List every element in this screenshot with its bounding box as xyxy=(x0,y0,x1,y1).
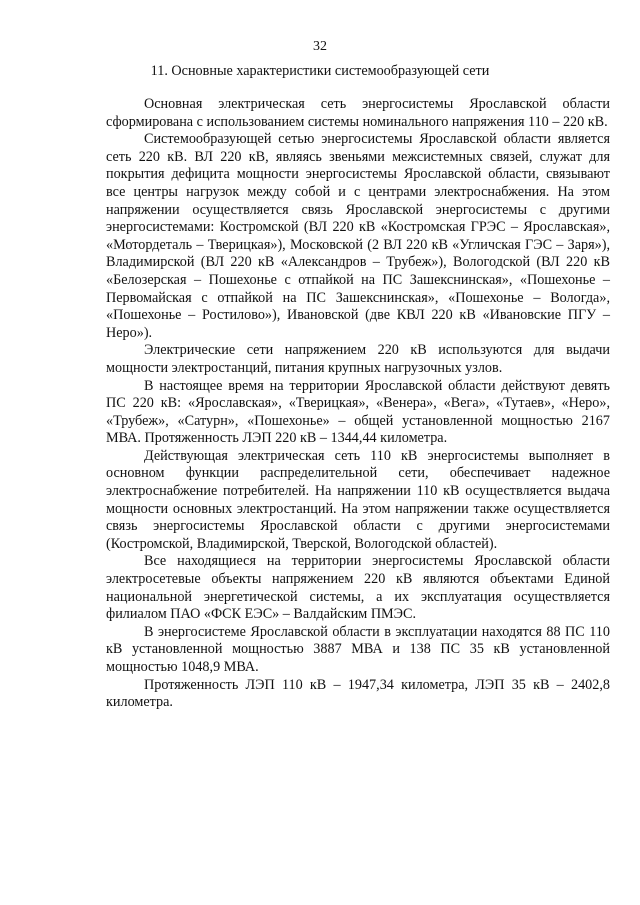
paragraph: Действующая электрическая сеть 110 кВ энергосистемы выполняет в основном функции распределительной сети, обеспечивает надежное электроснабжение потребителей. На напряжении 110 кВ осуществляется выдача мощности основных электростанций. На этом напряжении также осуществляется связь энергосистемы Ярославской области с другими энергосистемами (Костромской, Владимирской, Тверской, Вологодской областей). xyxy=(106,447,610,552)
paragraph: Основная электрическая сеть энергосистемы Ярославской области сформирована с использованием системы номинального напряжения 110 – 220 кВ. xyxy=(106,96,610,130)
page-number: 32 xyxy=(313,39,327,54)
paragraph: Протяженность ЛЭП 110 кВ – 1947,34 километра, ЛЭП 35 кВ – 2402,8 километра. xyxy=(106,676,610,711)
paragraph: Электрические сети напряжением 220 кВ используются для выдачи мощности электростанций, питания крупных нагрузочных узлов. xyxy=(106,342,610,376)
section-title: 11. Основные характеристики системообразующей сети xyxy=(150,63,490,79)
paragraph: В энергосистеме Ярославской области в эксплуатации находятся 88 ПС 110 кВ установленной мощностью 3887 МВА и 138 ПС 35 кВ установленной мощностью 1048,9 МВА. xyxy=(106,623,610,675)
document-body xyxy=(106,96,610,712)
paragraph: В настоящее время на территории Ярославской области действуют девять ПС 220 кВ: «Ярославская», «Тверицкая», «Венера», «Вега», «Тутаев», «Неро», «Трубеж», «Сатурн», «Пошехонье» – общей установленной мощностью 2167 МВА. Протяженность ЛЭП 220 кВ – 1344,44 километра. xyxy=(106,377,610,447)
paragraph: Все находящиеся на территории энергосистемы Ярославской области электросетевые объекты напряжением 220 кВ являются объектами Единой национальной энергетической системы, а их эксплуатация осуществляется филиалом ПАО «ФСК ЕЭС» – Валдайским ПМЭС. xyxy=(106,553,610,623)
paragraph: Системообразующей сетью энергосистемы Ярославской области является сеть 220 кВ. ВЛ 220 кВ, являясь звеньями межсистемных связей, служат для покрытия дефицита мощности энергосистемы Ярославской области, связывают все центры нагрузок между собой и с центрами электроснабжения. На этом напряжении осуществляется связь Ярославской энергосистемы с другими энергосистемами: Костромской (ВЛ 220 кВ «Костромская ГРЭС – Ярославская», «Мотордеталь – Тверицкая»), Московской (2 ВЛ 220 кВ «Угличская ГЭС – Заря»), Владимирской (ВЛ 220 кВ «Александров – Трубеж»), Вологодской (ВЛ 220 кВ «Белозерская – Пошехонье с отпайкой на ПС Зашекснинская», «Пошехонье – Первомайская с отпайкой на ПС Зашекснинская», «Пошехонье – Вологда», «Пошехонье – Ростилово»), Ивановской (две КВЛ 220 кВ «Ивановские ПГУ – Неро»). xyxy=(106,131,610,341)
